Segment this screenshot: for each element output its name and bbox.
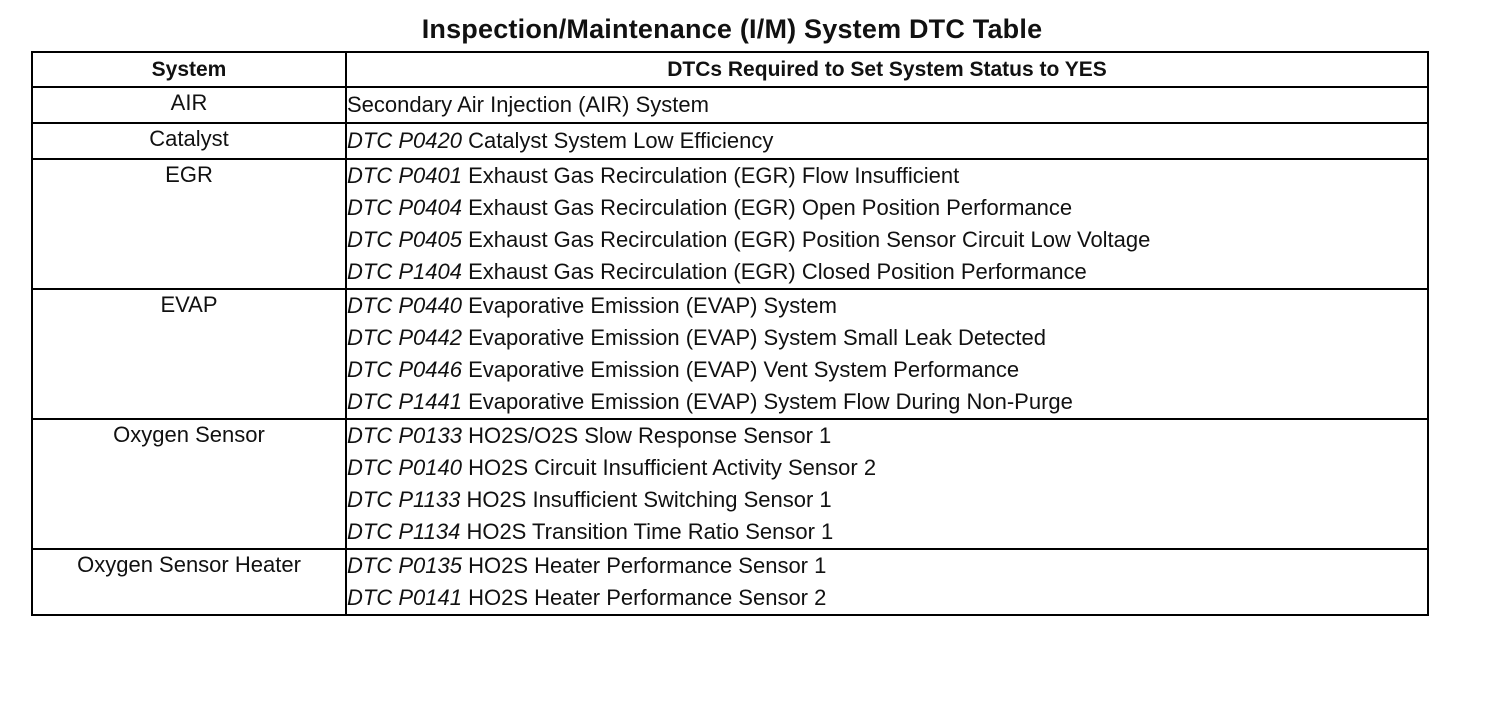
- dtc-entry: [347, 290, 1427, 322]
- dtc-entry: [347, 354, 1427, 386]
- dtc-description: HO2S Heater Performance Sensor 1: [468, 553, 827, 578]
- dtc-code: DTC P0140: [347, 455, 462, 480]
- dtc-code: DTC P0404: [347, 195, 462, 220]
- dtc-entry: [347, 420, 1427, 452]
- dtc-list-cell: [346, 289, 1428, 419]
- dtc-code: DTC P0401: [347, 163, 462, 188]
- dtc-entry: [347, 224, 1427, 256]
- dtc-description: Evaporative Emission (EVAP) Vent System Performance: [468, 357, 1020, 382]
- dtc-code: DTC P0446: [347, 357, 462, 382]
- dtc-code: DTC P0141: [347, 585, 462, 610]
- system-cell: AIR: [32, 87, 346, 123]
- dtc-description: Evaporative Emission (EVAP) System Small Leak Detected: [468, 325, 1047, 350]
- dtc-list-cell: [346, 419, 1428, 549]
- dtc-entry: [347, 256, 1427, 288]
- table-row: [32, 419, 1428, 549]
- dtc-description: HO2S/O2S Slow Response Sensor 1: [468, 423, 832, 448]
- table-row: [32, 549, 1428, 615]
- dtc-entry: [347, 550, 1427, 582]
- table-row: [32, 123, 1428, 159]
- dtc-table: [31, 51, 1429, 616]
- dtc-description: Exhaust Gas Recirculation (EGR) Open Position Performance: [468, 195, 1073, 220]
- dtcs-column-header: DTCs Required to Set System Status to YES: [346, 52, 1428, 87]
- table-body: [32, 87, 1428, 615]
- dtc-code: DTC P1441: [347, 389, 462, 414]
- dtc-entry: [347, 386, 1427, 418]
- table-row: [32, 159, 1428, 289]
- dtc-entry: [347, 192, 1427, 224]
- dtc-entry: [347, 484, 1427, 516]
- dtc-description: Exhaust Gas Recirculation (EGR) Position Sensor Circuit Low Voltage: [468, 227, 1151, 252]
- dtc-code: DTC P1134: [347, 519, 461, 544]
- system-cell: Catalyst: [32, 123, 346, 159]
- dtc-code: DTC P0135: [347, 553, 462, 578]
- dtc-entry: [347, 322, 1427, 354]
- system-cell: Oxygen Sensor Heater: [32, 549, 346, 615]
- table-row: [32, 289, 1428, 419]
- dtc-description: HO2S Circuit Insufficient Activity Sensor 2: [468, 455, 877, 480]
- dtc-list-cell: [346, 159, 1428, 289]
- table-title: Inspection/Maintenance (I/M) System DTC Table: [421, 14, 1043, 44]
- dtc-code: DTC P0420: [347, 128, 462, 153]
- system-cell: EVAP: [32, 289, 346, 419]
- table-row: [32, 87, 1428, 123]
- system-cell: Oxygen Sensor: [32, 419, 346, 549]
- dtc-list-cell: [346, 123, 1428, 159]
- dtc-description: Exhaust Gas Recirculation (EGR) Closed Position Performance: [468, 259, 1087, 284]
- dtc-description: Exhaust Gas Recirculation (EGR) Flow Insufficient: [468, 163, 960, 188]
- dtc-description: HO2S Heater Performance Sensor 2: [468, 585, 827, 610]
- dtc-description: HO2S Insufficient Switching Sensor 1: [466, 487, 832, 512]
- dtc-entry: [347, 88, 1427, 122]
- dtc-code: DTC P0442: [347, 325, 462, 350]
- dtc-description: Evaporative Emission (EVAP) System: [468, 293, 837, 318]
- dtc-description: HO2S Transition Time Ratio Sensor 1: [466, 519, 834, 544]
- header-row: [32, 52, 1428, 87]
- dtc-description: Evaporative Emission (EVAP) System Flow During Non-Purge: [468, 389, 1073, 414]
- dtc-list-cell: [346, 87, 1428, 123]
- dtc-entry: [347, 582, 1427, 614]
- dtc-code: DTC P0133: [347, 423, 462, 448]
- dtc-entry: [347, 452, 1427, 484]
- dtc-entry: [347, 516, 1427, 548]
- dtc-description: Secondary Air Injection (AIR) System: [347, 92, 709, 117]
- dtc-description: Catalyst System Low Efficiency: [468, 128, 774, 153]
- dtc-list-cell: [346, 549, 1428, 615]
- system-cell: EGR: [32, 159, 346, 289]
- table-header: [32, 52, 1428, 87]
- system-column-header: System: [32, 52, 346, 87]
- dtc-entry: [347, 160, 1427, 192]
- dtc-code: DTC P1133: [347, 487, 461, 512]
- dtc-code: DTC P0440: [347, 293, 462, 318]
- dtc-entry: [347, 124, 1427, 158]
- dtc-code: DTC P1404: [347, 259, 462, 284]
- dtc-code: DTC P0405: [347, 227, 462, 252]
